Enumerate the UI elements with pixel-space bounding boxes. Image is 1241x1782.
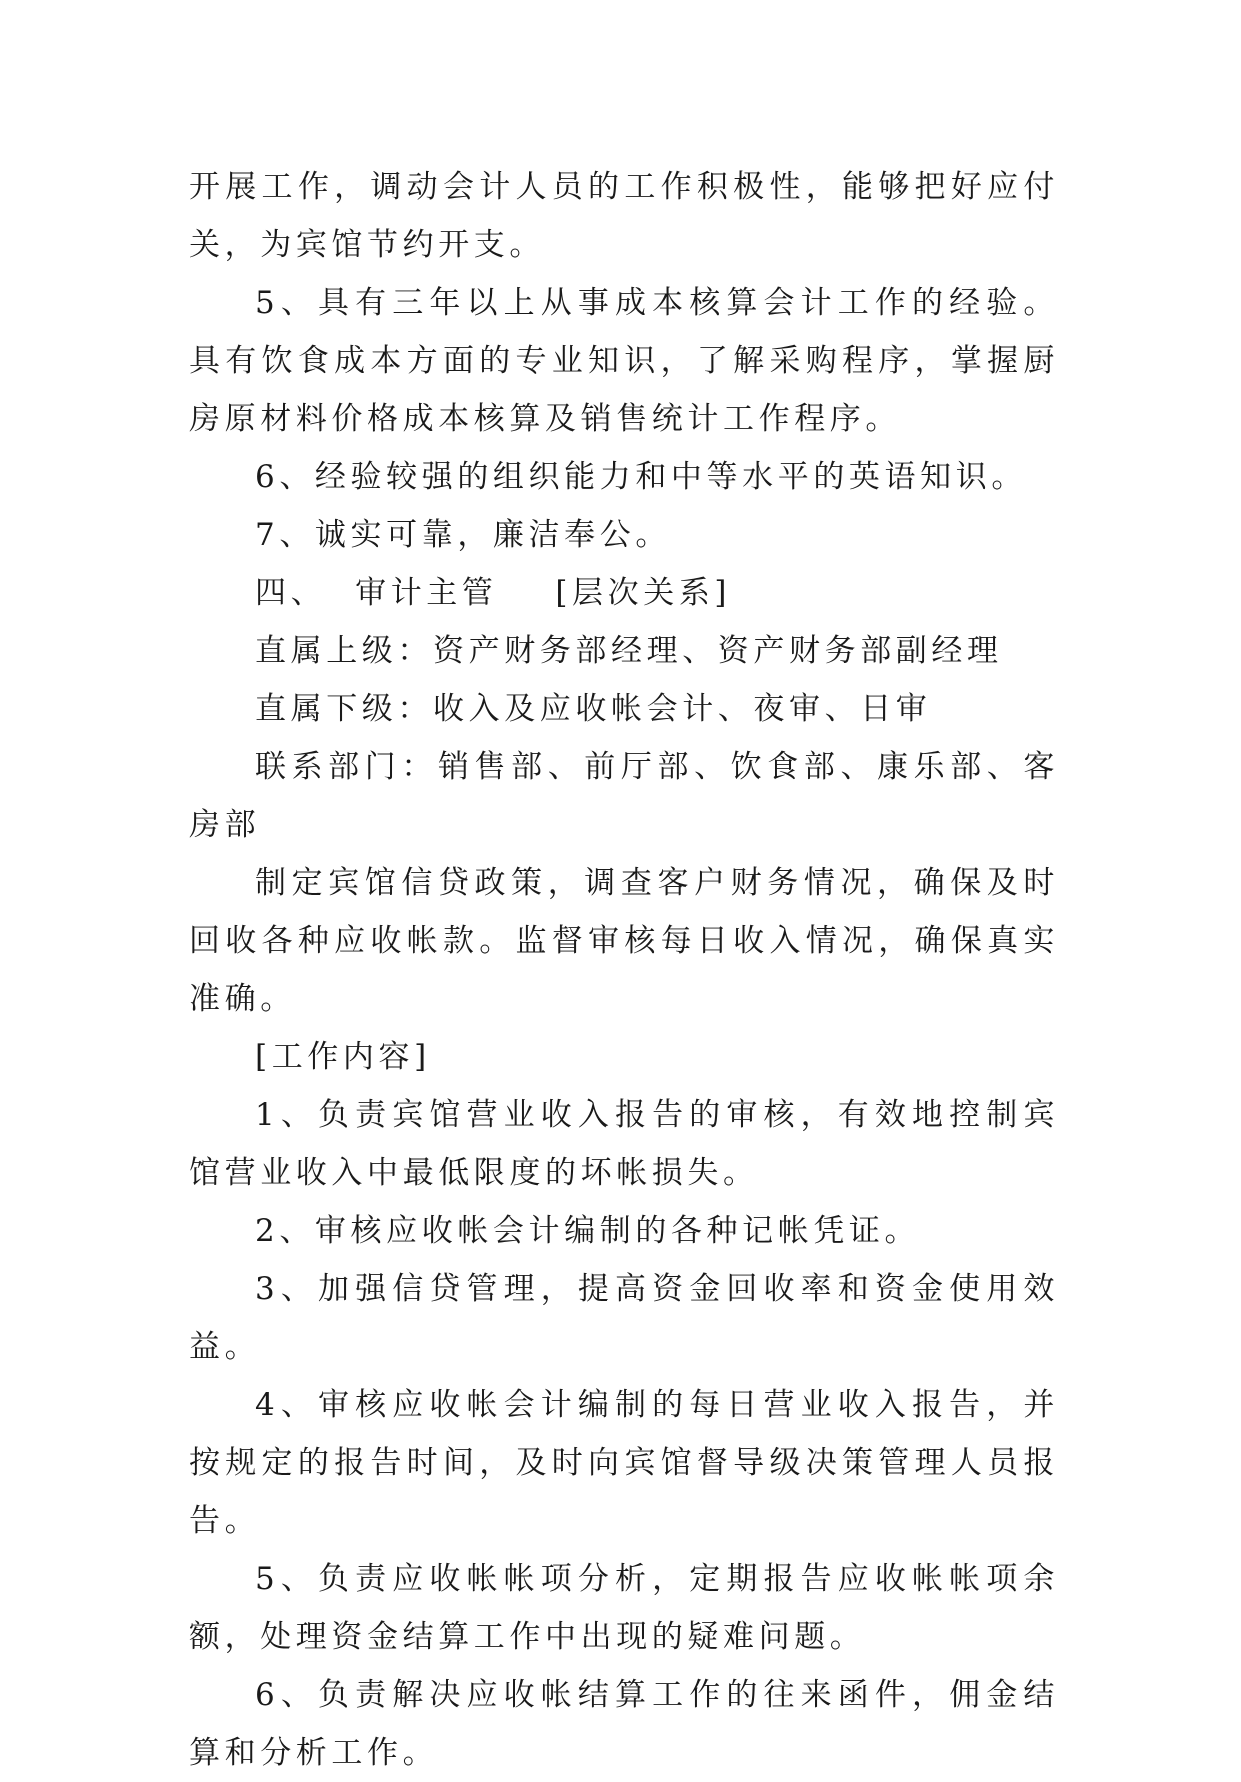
work-item-3: 3、加强信贷管理，提高资金回收率和资金使用效益。	[189, 1271, 1059, 1365]
paragraph-4: 7、诚实可靠，廉洁奉公。	[255, 517, 671, 553]
work-item-4: 4、审核应收帐会计编制的每日营业收入报告，并按规定的报告时间，及时向宾馆督导级决策管理人员报告。	[189, 1387, 1059, 1539]
responsibility-summary: 制定宾馆信贷政策，调查客户财务情况，确保及时回收各种应收帐款。监督审核每日收入情况，确保真实准确。	[189, 865, 1059, 1017]
paragraph-3: 6、经验较强的组织能力和中等水平的英语知识。	[255, 459, 1027, 495]
paragraph-1: 开展工作，调动会计人员的工作积极性，能够把好应付关，为宾馆节约开支。	[189, 169, 1059, 263]
work-item-6: 6、负责解决应收帐结算工作的往来函件，佣金结算和分析工作。	[189, 1677, 1059, 1771]
contact-departments-line: 联系部门：销售部、前厅部、饮食部、康乐部、客房部	[189, 749, 1059, 843]
paragraph-2: 5、具有三年以上从事成本核算会计工作的经验。具有饮食成本方面的专业知识，了解采购程序，掌握厨房原材料价格成本核算及销售统计工作程序。	[189, 285, 1059, 437]
document-page	[189, 158, 1059, 1782]
work-content-heading: [工作内容]	[255, 1039, 431, 1075]
work-item-1: 1、负责宾馆营业收入报告的审核，有效地控制宾馆营业收入中最低限度的坏帐损失。	[189, 1097, 1059, 1191]
work-item-5: 5、负责应收帐帐项分析，定期报告应收帐帐项余额，处理资金结算工作中出现的疑难问题。	[189, 1561, 1059, 1655]
section-heading-audit-supervisor: 四、 审计主管 [层次关系]	[255, 575, 732, 611]
work-item-2: 2、审核应收帐会计编制的各种记帐凭证。	[255, 1213, 921, 1249]
direct-subordinate-line: 直属下级：收入及应收帐会计、夜审、日审	[255, 691, 932, 727]
direct-superior-line: 直属上级：资产财务部经理、资产财务部副经理	[255, 633, 1003, 669]
